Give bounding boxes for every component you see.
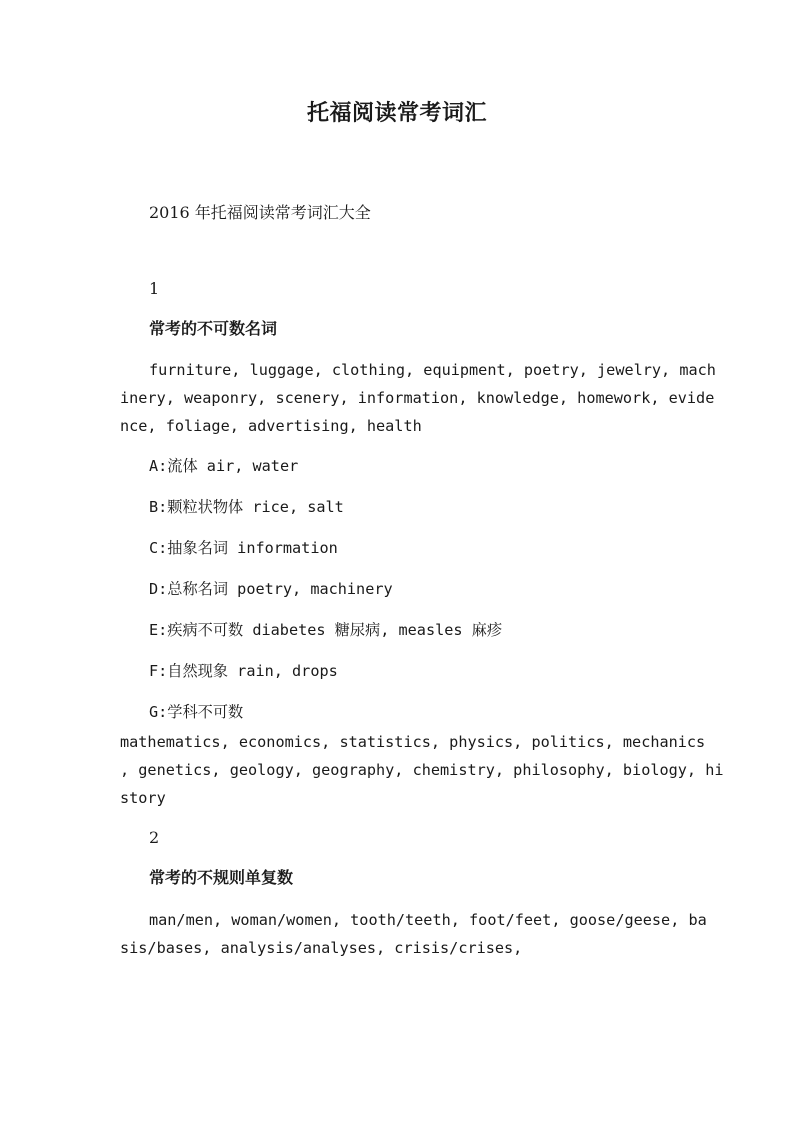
document-subtitle: 2016 年托福阅读常考词汇大全 [149,203,371,222]
section-2-paragraph [120,906,707,962]
paragraph-line: story [120,789,166,807]
item-a: A:流体 air, water [149,457,299,475]
item-g: G:学科不可数 [149,703,244,721]
paragraph-line: mathematics, economics, statistics, physics, politics, mechanics [120,733,706,751]
paragraph-line: furniture, luggage, clothing, equipment, poetry, jewelry, mach [149,361,716,379]
section-1-paragraph [120,356,716,440]
paragraph-line: nce, foliage, advertising, health [120,417,422,435]
item-e: E:疾病不可数 diabetes 糖尿病, measles 麻疹 [149,621,503,639]
item-d: D:总称名词 poetry, machinery [149,580,393,598]
item-c: C:抽象名词 information [149,539,338,557]
item-g-paragraph [120,728,724,812]
section-1-number: 1 [149,279,160,298]
section-2-number: 2 [149,828,160,847]
document-title: 托福阅读常考词汇 [306,100,487,126]
paragraph-line: man/men, woman/women, tooth/teeth, foot/feet, goose/geese, ba [149,911,707,929]
section-2-heading: 常考的不规则单复数 [149,868,294,887]
paragraph-line: , genetics, geology, geography, chemistry, philosophy, biology, hi [120,761,724,779]
item-b: B:颗粒状物体 rice, salt [149,498,344,516]
paragraph-line: inery, weaponry, scenery, information, knowledge, homework, evide [120,389,715,407]
section-1-heading: 常考的不可数名词 [149,319,278,338]
paragraph-line: sis/bases, analysis/analyses, crisis/crises, [120,939,523,957]
item-f: F:自然现象 rain, drops [149,662,338,680]
